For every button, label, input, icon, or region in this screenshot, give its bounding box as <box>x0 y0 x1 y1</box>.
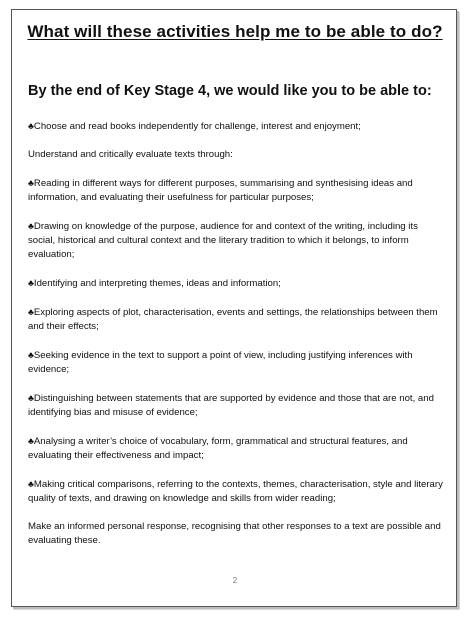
paragraph <box>28 434 446 463</box>
body-content <box>28 119 446 562</box>
paragraph-text: Analysing a writer’s choice of vocabulary, form, grammatical and structural features, and evaluating their effectiveness and impact; <box>28 436 408 461</box>
club-bullet-icon: ♣ <box>28 393 34 403</box>
paragraph-text: Understand and critically evaluate texts through: <box>28 149 233 160</box>
paragraph-text: Reading in different ways for different purposes, summarising and synthesising ideas and information, and evaluating their usefulness for particular purposes; <box>28 178 413 203</box>
page-title: What will these activities help me to be able to do? <box>27 22 443 41</box>
paragraph <box>28 219 446 262</box>
paragraph <box>28 148 446 162</box>
paragraph <box>28 348 446 377</box>
paragraph-text: Making critical comparisons, referring to the contexts, themes, characterisation, style and literary quality of texts, and drawing on knowledge and skills from wider reading; <box>28 479 443 504</box>
club-bullet-icon: ♣ <box>28 221 34 231</box>
paragraph-text: Drawing on knowledge of the purpose, audience for and context of the writing, including its social, historical and cultural context and the literary tradition to which it belongs, to inform evaluation; <box>28 221 418 260</box>
club-bullet-icon: ♣ <box>28 436 34 446</box>
paragraph-text: Identifying and interpreting themes, ideas and information; <box>33 278 281 289</box>
club-bullet-icon: ♣ <box>28 178 34 188</box>
paragraph-text: Seeking evidence in the text to support a point of view, including justifying inferences with evidence; <box>28 350 413 375</box>
paragraph-text: Exploring aspects of plot, characterisation, events and settings, the relationships between them and their effects; <box>28 307 438 332</box>
club-bullet-icon: ♣ <box>28 479 34 489</box>
club-bullet-icon: ♣ <box>28 278 34 288</box>
paragraph <box>28 305 446 334</box>
club-bullet-icon: ♣ <box>28 350 34 360</box>
paragraph <box>28 119 446 134</box>
section-subheading: By the end of Key Stage 4, we would like you to be able to: <box>28 83 432 99</box>
paragraph <box>28 520 446 548</box>
page-number: 2 <box>232 576 238 585</box>
paragraph-text: Distinguishing between statements that are supported by evidence and those that are not, and identifying bias and misuse of evidence; <box>28 393 434 418</box>
paragraph <box>28 477 446 506</box>
paragraph <box>28 276 446 291</box>
paragraph <box>28 176 446 205</box>
club-bullet-icon: ♣ <box>28 307 34 317</box>
paragraph-text: Make an informed personal response, recognising that other responses to a text are possible and evaluating these. <box>28 521 441 546</box>
paragraph <box>28 391 446 420</box>
club-bullet-icon: ♣ <box>28 121 34 131</box>
paragraph-text: Choose and read books independently for challenge, interest and enjoyment; <box>33 121 361 132</box>
